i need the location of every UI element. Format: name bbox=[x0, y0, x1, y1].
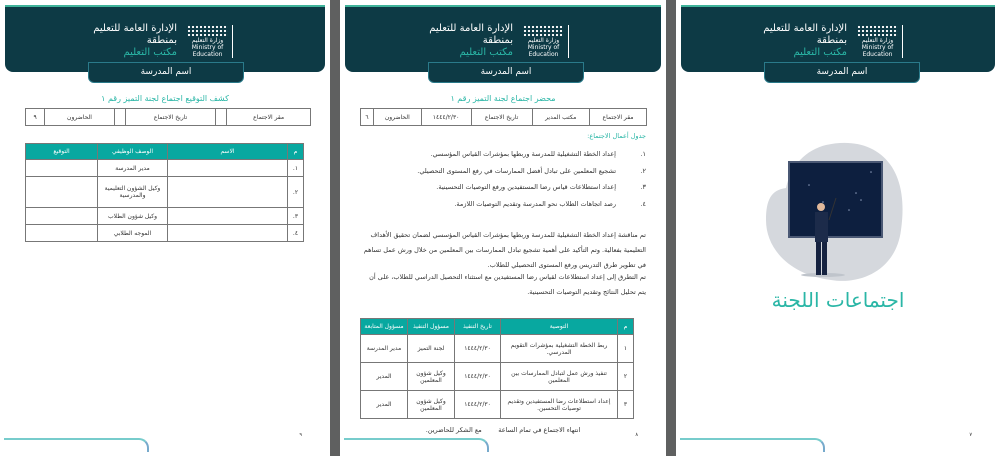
table-row: ١ ربط الخطة التشغيلية بمؤشرات التقويم المدرسي. ١٤٤٤/٢/٣٠ لجنة التميز مدير المدرسة bbox=[361, 335, 634, 363]
col-header: تاريخ التنفيذ bbox=[455, 319, 501, 335]
role: وكيل شؤون الطلاب bbox=[98, 208, 168, 225]
date-label: تاريخ الاجتماع bbox=[126, 109, 215, 126]
table-row: ٢ تنفيذ ورش عمل لتبادل الممارسات بين المعلمين ١٤٤٤/٢/٣٠ وكيل شؤون المعلمين المدير bbox=[361, 363, 634, 391]
col-header: مسؤول التنفيذ bbox=[408, 319, 455, 335]
col-header: م bbox=[288, 144, 304, 160]
office-name: مكتب التعليم bbox=[793, 47, 847, 58]
agenda-item: ١.إعداد الخطة التشغيلية للمدرسة وربطها بمؤشرات القياس المؤسسي. bbox=[430, 150, 646, 158]
place-value: مكتب المدير bbox=[532, 109, 589, 126]
ministry-name-en: Ministry of Education bbox=[191, 44, 224, 58]
school-name: اسم المدرسة bbox=[428, 62, 584, 83]
discussion-paragraph: تم مناقشة إعداد الخطة التشغيلية للمدرسة وربطها بمؤشرات القياس المؤسسي لضمان تحقيق الأهداف التعليمية بفعالية. وتم التأكيد على أهمية تشجيع تبادل الممارسات بين المعلمين من خلال ورش عمل تساهم في تطوير طرق التدريس ورفع المستوى التحصيلي للطلاب. bbox=[363, 231, 646, 269]
page-signature-sheet bbox=[0, 0, 330, 456]
col-header: الاسم bbox=[168, 144, 288, 160]
attendees-label: الحاضرون bbox=[374, 109, 421, 126]
row-num: ١. bbox=[288, 160, 304, 177]
footer-decoration bbox=[344, 438, 489, 452]
date-label: تاريخ الاجتماع bbox=[471, 109, 532, 126]
agenda-item: ٢.تشجيع المعلمين على تبادل أفضل الممارسات في رفع المستوى التحصيلي. bbox=[417, 166, 646, 175]
ministry-logo bbox=[523, 25, 569, 58]
page-meeting-minutes bbox=[340, 0, 666, 456]
page-number: ٧ bbox=[969, 432, 972, 438]
page-title: محضر اجتماع لجنة التميز رقم ١ bbox=[450, 94, 556, 103]
col-header: التوصية bbox=[501, 319, 618, 335]
page-number: ٨ bbox=[635, 432, 638, 438]
row-num: ٣. bbox=[288, 208, 304, 225]
place-label: مقر الاجتماع bbox=[227, 109, 311, 126]
table-row bbox=[26, 177, 304, 208]
directorate: الإدارة العامة للتعليم bbox=[429, 23, 513, 34]
office-name: مكتب التعليم bbox=[123, 47, 177, 58]
region: بمنطقة bbox=[816, 35, 847, 46]
role: الموجه الطلابي bbox=[98, 225, 168, 242]
page-title: كشف التوقيع اجتماع لجنة التميز رقم ١ bbox=[101, 94, 229, 103]
directorate: الإدارة العامة للتعليم bbox=[93, 23, 177, 34]
ministry-logo bbox=[187, 25, 233, 58]
agenda-label: جدول أعمال الاجتماع: bbox=[587, 132, 646, 140]
attendees-value: ٦ bbox=[361, 109, 374, 126]
col-header: التوقيع bbox=[26, 144, 98, 160]
table-row bbox=[26, 160, 304, 177]
place-value bbox=[215, 109, 227, 126]
table-row: ٣ إعداد استطلاعات رضا المستفيدين وتقديم توصيات التحسين. ١٤٤٤/٢/٣٠ وكيل شؤون المعلمين المدير bbox=[361, 391, 634, 419]
directorate: الإدارة العامة للتعليم bbox=[763, 23, 847, 34]
discussion-paragraph: تم التطرق إلى إعداد استطلاعات لقياس رضا المستفيدين مع استثناء التحصيل الدراسي للطلاب، على أن يتم تحليل النتائج وتقديم التوصيات التحسينية. bbox=[369, 273, 646, 296]
meeting-info-table bbox=[360, 108, 647, 126]
ministry-name: وزارة التعليم bbox=[861, 37, 894, 44]
footer-decoration bbox=[4, 438, 149, 452]
ministry-name-en: Ministry of Education bbox=[861, 44, 894, 58]
page-number: ٩ bbox=[299, 432, 302, 438]
col-header: م bbox=[618, 319, 634, 335]
agenda-list bbox=[360, 146, 646, 212]
school-name: اسم المدرسة bbox=[88, 62, 244, 83]
agenda-item: ٣.إعداد استطلاعات قياس رضا المستفيدين ورفع التوصيات التحسينية. bbox=[436, 183, 646, 191]
row-num: ٢. bbox=[288, 177, 304, 208]
attendees-label: الحاضرون bbox=[45, 109, 115, 126]
section-title: اجتماعات اللجنة bbox=[771, 288, 905, 312]
col-header: مسؤول المتابعة bbox=[361, 319, 408, 335]
col-header: الوصف الوظيفي bbox=[98, 144, 168, 160]
office-name: مكتب التعليم bbox=[459, 47, 513, 58]
table-row bbox=[26, 225, 304, 242]
recommendations-table bbox=[360, 318, 634, 419]
region: بمنطقة bbox=[146, 35, 177, 46]
signature-table bbox=[25, 143, 304, 242]
footer-decoration bbox=[680, 438, 825, 452]
table-row bbox=[26, 208, 304, 225]
school-name: اسم المدرسة bbox=[764, 62, 920, 83]
row-num: ٤. bbox=[288, 225, 304, 242]
ministry-name: وزارة التعليم bbox=[191, 37, 224, 44]
place-label: مقر الاجتماع bbox=[589, 109, 646, 126]
region: بمنطقة bbox=[482, 35, 513, 46]
closing-note: انتهاء الاجتماع في تمام الساعة مع الشكر للحاضرين. bbox=[425, 426, 581, 434]
teacher-illustration bbox=[761, 140, 911, 290]
date-value bbox=[114, 109, 126, 126]
role: وكيل الشؤون التعليمية والمدرسية bbox=[98, 177, 168, 208]
attendees-value: ٩ bbox=[26, 109, 45, 126]
date-value: ١٤٤٤/٢/٣٠ bbox=[421, 109, 471, 126]
ministry-name-en: Ministry of Education bbox=[527, 44, 560, 58]
meeting-info-table bbox=[25, 108, 311, 126]
ministry-logo bbox=[857, 25, 903, 58]
agenda-item: ٤.رصد اتجاهات الطلاب نحو المدرسة وتقديم التوصيات اللازمة. bbox=[454, 199, 646, 208]
role: مدير المدرسة bbox=[98, 160, 168, 177]
page-cover bbox=[676, 0, 1000, 456]
ministry-name: وزارة التعليم bbox=[527, 37, 560, 44]
